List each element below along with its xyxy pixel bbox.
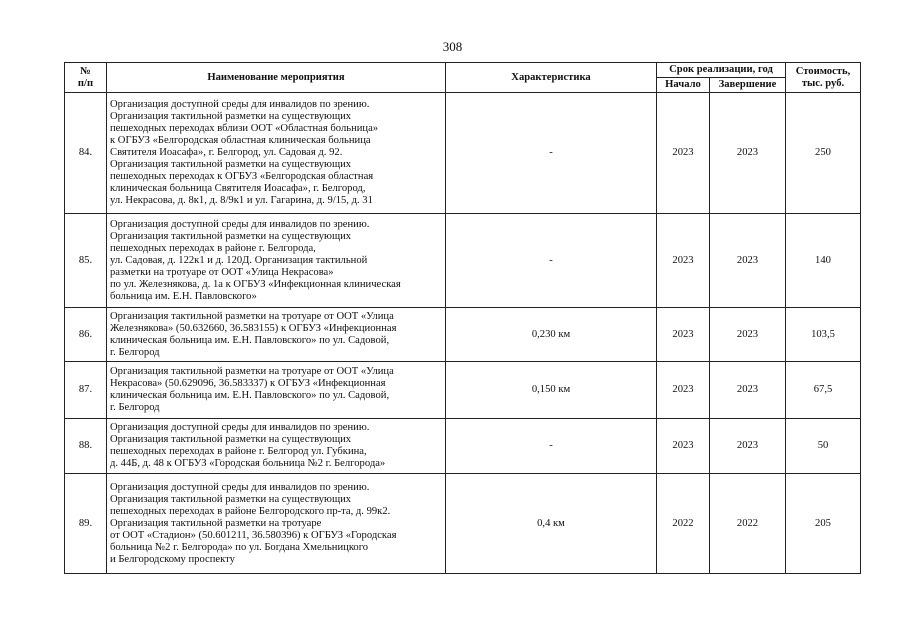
measures-table [64,62,861,574]
row-number: 85. [65,214,107,308]
description-line: Железнякова» (50.632660, 36.583155) к ОГБУЗ «Инфекционная [110,322,397,334]
end-year: 2022 [710,474,786,574]
cost-value: 50 [786,419,861,474]
description-line: пешеходных переходах вблизи ООТ «Областная больница» [110,123,379,134]
cost-value: 205 [786,474,861,574]
description-line: ул. Садовая, д. 122к1 и д. 120Д. Организация тактильной [110,254,368,266]
row-number: 89. [65,474,107,574]
description-line: г. Белгород [110,346,160,358]
end-year: 2023 [710,93,786,214]
description-line: Организация тактильной разметки на существующих [110,434,352,445]
table-row [65,308,861,362]
end-year: 2023 [710,214,786,308]
row-number: 87. [65,362,107,419]
header-cost [786,63,861,93]
description-line: Некрасова» (50.629096, 36.583337) к ОГБУЗ «Инфекционная [110,378,386,389]
description-line: клиническая больница Святителя Иоасафа», г. Белгород, [110,183,366,194]
page-number: 308 [442,39,463,54]
description-line: пешеходных переходах к ОГБУЗ «Белгородская областная [110,171,374,182]
description-line: клиническая больница им. Е.Н. Павловского» по ул. Садовой, [110,334,390,346]
measure-description [107,419,446,474]
measure-description [107,308,446,362]
description-line: по ул. Железнякова, д. 1а к ОГБУЗ «Инфекционная клиническая [110,278,401,290]
characteristic-value: - [446,419,657,474]
characteristic-value: 0,230 км [446,308,657,362]
characteristic-value: 0,150 км [446,362,657,419]
start-year: 2022 [657,474,710,574]
description-line: от ООТ «Стадион» (50.601211, 36.580396) к ОГБУЗ «Городская [110,529,397,541]
end-year: 2023 [710,419,786,474]
cost-value: 250 [786,93,861,214]
measure-description [107,474,446,574]
table-row [65,93,861,214]
description-line: пешеходных переходах в районе г. Белгорода, [110,242,316,254]
header-name: Наименование мероприятия [107,63,446,93]
description-line: Организация тактильной разметки на существующих [110,159,352,170]
start-year: 2023 [657,93,710,214]
description-line: ул. Некрасова, д. 8к1, д. 8/9к1 и ул. Гагарина, д. 9/15, д. 31 [110,195,373,206]
header-cost-unit: тыс. руб. [801,77,845,89]
start-year: 2023 [657,308,710,362]
table-row [65,214,861,308]
description-line: г. Белгород [110,402,160,413]
description-line: Организация тактильной разметки на тротуаре [110,517,322,529]
description-line: клиническая больница им. Е.Н. Павловского» по ул. Садовой, [110,390,390,401]
row-number: 88. [65,419,107,474]
description-line: Организация тактильной разметки на существующих [110,230,352,242]
description-line: д. 44Б, д. 48 к ОГБУЗ «Городская больница №2 г. Белгорода» [110,458,386,469]
description-line: Организация тактильной разметки на тротуаре от ООТ «Улица [110,366,394,377]
start-year: 2023 [657,362,710,419]
table-row [65,474,861,574]
table-row [65,362,861,419]
cost-value: 67,5 [786,362,861,419]
start-year: 2023 [657,214,710,308]
description-line: Святителя Иоасафа», г. Белгород, ул. Садовая д. 92. [110,147,343,158]
description-line: Организация тактильной разметки на существующих [110,111,352,122]
measure-description [107,93,446,214]
description-line: Организация доступной среды для инвалидов по зрению. [110,218,370,230]
characteristic-value: 0,4 км [446,474,657,574]
header-number-symbol: № [80,65,91,77]
description-line: больница им. Е.Н. Павловского» [110,290,257,302]
table-row [65,419,861,474]
header-end: Завершение [710,78,786,93]
description-line: Организация доступной среды для инвалидов по зрению. [110,422,370,433]
end-year: 2023 [710,362,786,419]
start-year: 2023 [657,419,710,474]
header-cost-label: Стоимость, [795,65,851,77]
description-line: к ОГБУЗ «Белгородская областная клиническая больница [110,135,371,146]
measure-description [107,214,446,308]
row-number: 86. [65,308,107,362]
measure-description [107,362,446,419]
characteristic-value: - [446,214,657,308]
description-line: Организация доступной среды для инвалидов по зрению. [110,99,370,110]
header-number [65,63,107,93]
row-number: 84. [65,93,107,214]
cost-value: 140 [786,214,861,308]
description-line: разметки на тротуаре от ООТ «Улица Некрасова» [110,266,334,278]
description-line: пешеходных переходах в районе г. Белгород ул. Губкина, [110,446,367,457]
header-period: Срок реализации, год [657,63,786,78]
description-line: Организация тактильной разметки на тротуаре от ООТ «Улица [110,310,394,322]
description-line: пешеходных переходах в районе Белгородского пр-та, д. 99к2. [110,505,391,517]
description-line: Организация тактильной разметки на существующих [110,493,352,505]
header-number-sub: п/п [77,77,94,89]
end-year: 2023 [710,308,786,362]
description-line: Организация доступной среды для инвалидов по зрению. [110,481,370,493]
header-characteristic: Характеристика [446,63,657,93]
description-line: и Белгородскому проспекту [110,553,235,565]
header-start: Начало [657,78,710,93]
description-line: больница №2 г. Белгорода» по ул. Богдана Хмельницкого [110,541,369,553]
characteristic-value: - [446,93,657,214]
cost-value: 103,5 [786,308,861,362]
